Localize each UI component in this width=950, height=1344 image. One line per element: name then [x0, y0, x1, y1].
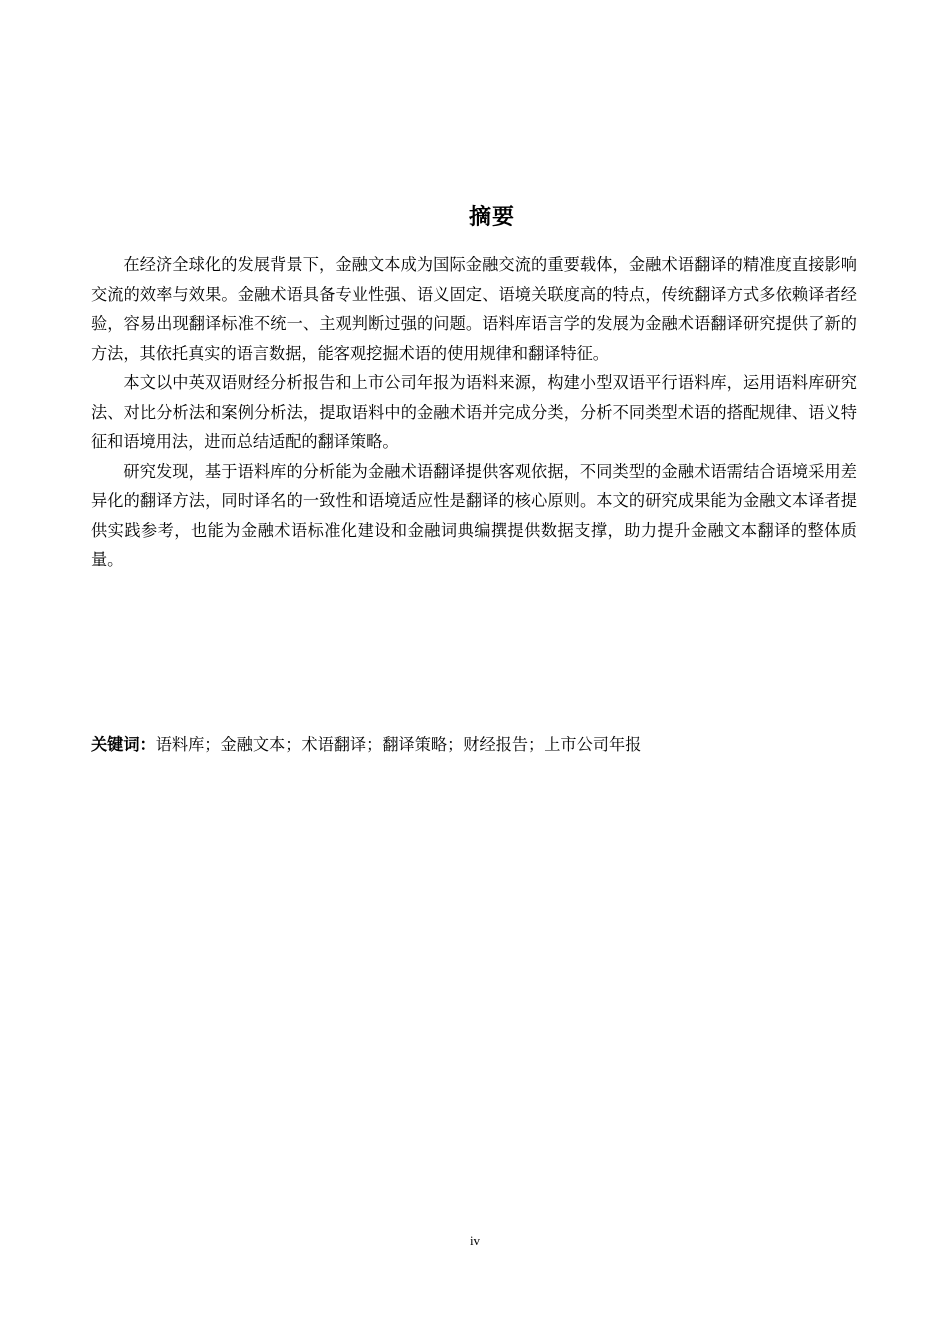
page-number: iv: [469, 1233, 481, 1248]
page-title: 摘要: [468, 205, 515, 230]
keywords-label: 关键词：: [91, 735, 156, 754]
abstract-body: [91, 250, 857, 575]
keywords-line: [91, 731, 857, 759]
keywords-text: 语料库；金融文本；术语翻译；翻译策略；财经报告；上市公司年报: [155, 735, 642, 754]
abstract-paragraph-2: 本文以中英双语财经分析报告和上市公司年报为语料来源，构建小型双语平行语料库，运用语料库研究法、对比分析法和案例分析法，提取语料中的金融术语并完成分类，分析不同类型术语的搭配规律、语义特征和语境用法，进而总结适配的翻译策略。: [91, 373, 857, 451]
abstract-paragraph-1: 在经济全球化的发展背景下，金融文本成为国际金融交流的重要载体，金融术语翻译的精准度直接影响交流的效率与效果。金融术语具备专业性强、语义固定、语境关联度高的特点，传统翻译方式多依赖译者经验，容易出现翻译标准不统一、主观判断过强的问题。语料库语言学的发展为金融术语翻译研究提供了新的方法，其依托真实的语言数据，能客观挖掘术语的使用规律和翻译特征。: [91, 255, 857, 363]
abstract-paragraph-3: 研究发现，基于语料库的分析能为金融术语翻译提供客观依据，不同类型的金融术语需结合语境采用差异化的翻译方法，同时译名的一致性和语境适应性是翻译的核心原则。本文的研究成果能为金融文本译者提供实践参考，也能为金融术语标准化建设和金融词典编撰提供数据支撑，助力提升金融文本翻译的整体质量。: [91, 461, 857, 569]
